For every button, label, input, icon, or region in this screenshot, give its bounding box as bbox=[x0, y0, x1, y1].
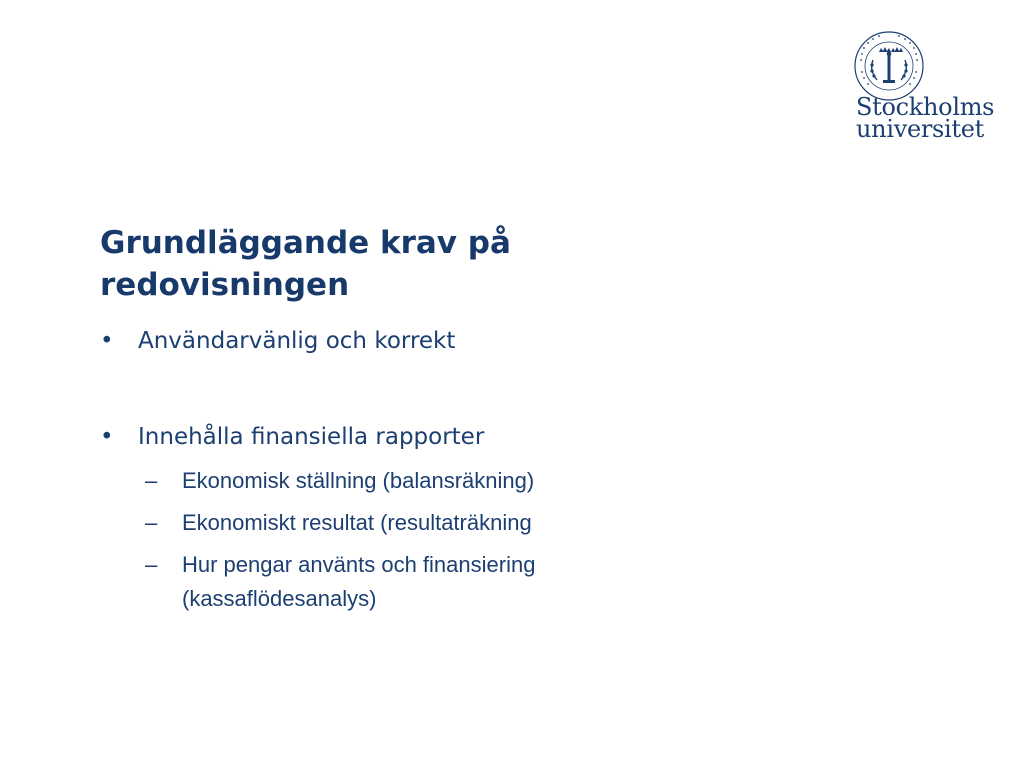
sub-bullet-marker: – bbox=[145, 552, 158, 577]
sub-bullet-text: Ekonomiskt resultat (resultaträkning bbox=[182, 510, 532, 535]
sub-bullet-item bbox=[145, 506, 532, 540]
bullet-text: Innehålla finansiella rapporter bbox=[138, 424, 485, 450]
bullet-text: Användarvänlig och korrekt bbox=[138, 328, 456, 354]
sub-bullet-text: Hur pengar använts och finansiering bbox=[182, 552, 536, 577]
sub-bullet-continuation: (kassaflödesanalys) bbox=[182, 586, 377, 611]
bullet-item bbox=[100, 418, 484, 456]
sub-bullet-marker: – bbox=[145, 468, 158, 493]
sub-bullet-item bbox=[145, 548, 535, 582]
bullet-marker: • bbox=[100, 424, 114, 450]
wordmark-line-2: universitet bbox=[856, 115, 985, 143]
bullet-item bbox=[100, 322, 455, 360]
bullet-marker: • bbox=[100, 328, 114, 354]
sub-bullet-text: Ekonomisk ställning (balansräkning) bbox=[182, 468, 535, 493]
sub-bullet-item bbox=[145, 464, 534, 498]
university-seal-icon bbox=[853, 30, 925, 102]
university-wordmark bbox=[856, 93, 995, 143]
wordmark-line-1: Stockholms bbox=[856, 93, 995, 121]
slide-title: Grundläggande krav på redovisningen bbox=[100, 225, 511, 303]
university-logo bbox=[848, 30, 998, 145]
sub-bullet-marker: – bbox=[145, 510, 158, 535]
